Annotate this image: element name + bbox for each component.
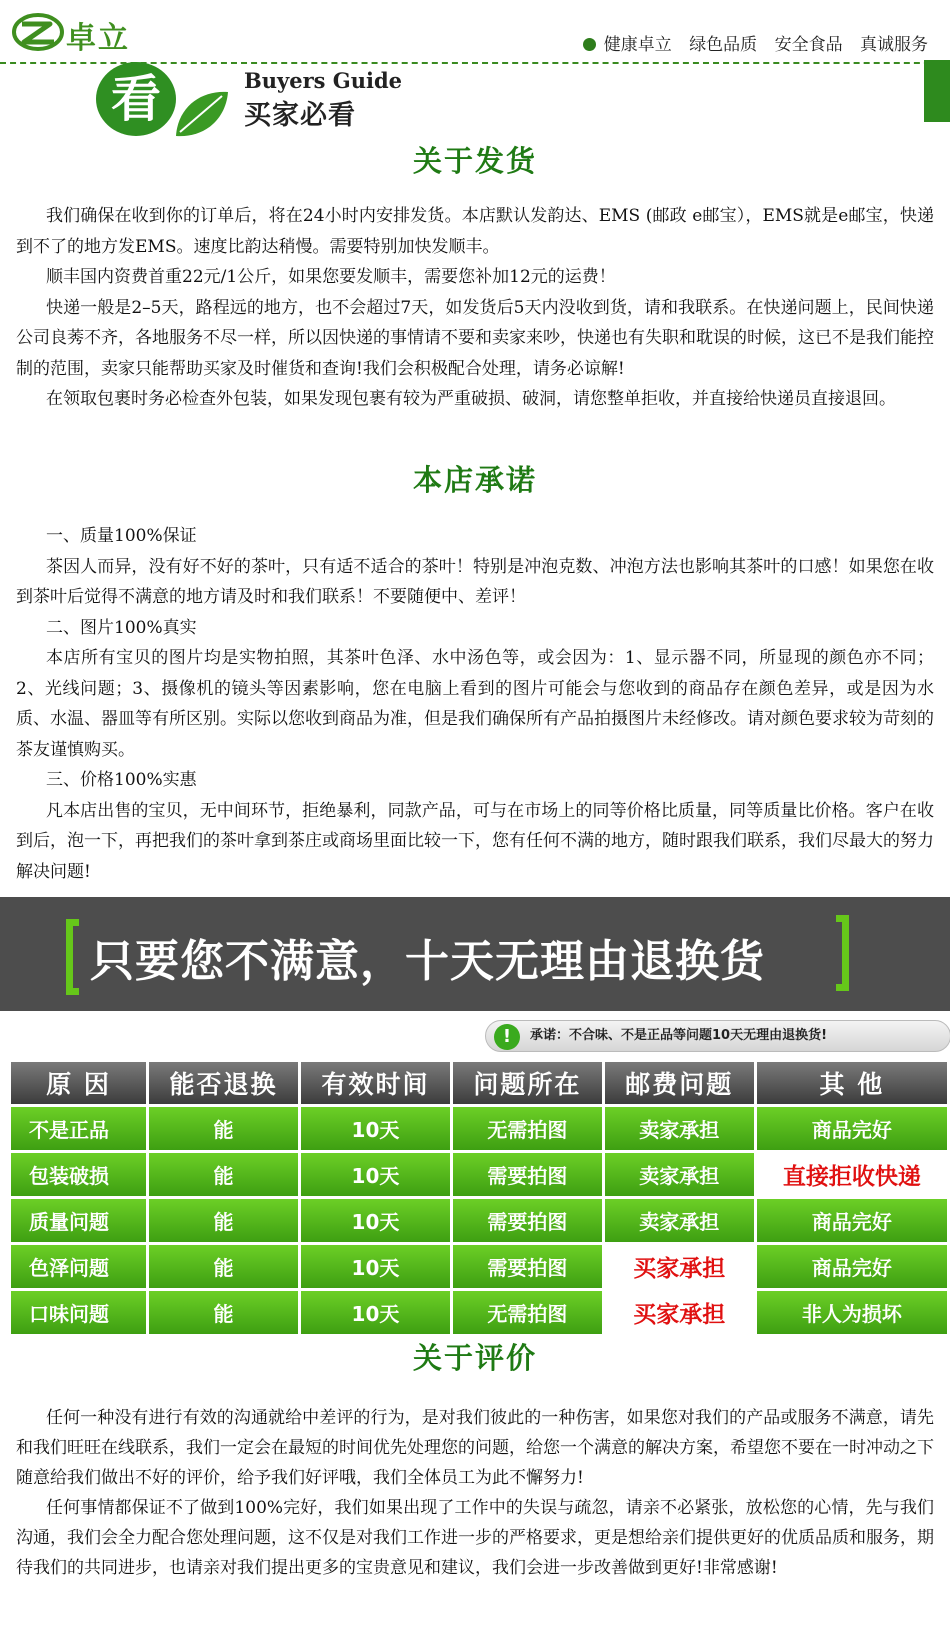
table-cell: 能: [149, 1153, 298, 1196]
banner-text: 只要您不满意，十天无理由退换货: [90, 936, 765, 987]
table-cell: 商品完好: [757, 1199, 947, 1242]
review-paragraph: 任何事情都保证不了做到100%完好，我们如果出现了工作中的失误与疏忽，请亲不必紧张，放松您的心情，先与我们沟通，我们会全力配合您处理问题，这不仅是对我们工作进一步的严格要求，更是想给亲们提供更好的优质品质和服务，期待我们的共同进步，也请亲对我们提出更多的宝贵意见和建议，我们会进一步改善做到更好!非常感谢!: [16, 1498, 934, 1578]
table-cell: 质量问题: [11, 1199, 146, 1242]
table-cell: 色泽问题: [11, 1245, 146, 1288]
table-cell: 需要拍图: [453, 1245, 602, 1288]
guide-title-cn: 买家必看: [244, 100, 356, 131]
table-cell: 能: [149, 1245, 298, 1288]
shipping-paragraph: 我们确保在收到你的订单后，将在24小时内安排发货。本店默认发韵达、EMS (邮政 e邮宝），EMS就是e邮宝，快递到不了的地方发EMS。速度比韵达稍慢。需要特别加快发顺丰。: [16, 206, 934, 257]
table-cell: 需要拍图: [453, 1153, 602, 1196]
guide-title-en: Buyers Guide: [244, 68, 403, 93]
table-header-cell: 有效时间: [301, 1062, 450, 1104]
table-row: [11, 1245, 947, 1288]
logo-text: 卓立: [66, 21, 130, 56]
table-cell: 10天: [301, 1199, 450, 1242]
bullet-dot-icon: [583, 38, 596, 51]
table-cell: 卖家承担: [605, 1199, 754, 1242]
table-cell-highlight: 买家承担: [605, 1245, 754, 1288]
table-row: [11, 1199, 947, 1242]
table-cell: 包装破损: [11, 1153, 146, 1196]
table-cell: 口味问题: [11, 1291, 146, 1334]
promise-text: [16, 521, 934, 887]
promise-body: 凡本店出售的宝贝，无中间环节，拒绝暴利，同款产品，可与在市场上的同等价格比质量，同等质量比价格。客户在收到后，泡一下，再把我们的茶叶拿到茶庄或商场里面比较一下，您有任何不满的地方，随时跟我们联系，我们尽最大的努力解决问题!: [16, 800, 934, 882]
review-text: [16, 1403, 934, 1583]
table-header-cell: 原 因: [11, 1062, 146, 1104]
banner-bracket-right: [836, 915, 849, 991]
return-policy-table: [8, 1059, 950, 1337]
banner-bracket-left: [66, 919, 79, 995]
promise-title: 本店承诺: [412, 463, 537, 497]
decorative-side-bar: [924, 60, 950, 122]
table-cell: 能: [149, 1107, 298, 1150]
review-paragraph: 任何一种没有进行有效的沟通就给中差评的行为，是对我们彼此的一种伤害，如果您对我们的产品或服务不满意，请先和我们旺旺在线联系，我们一定会在最短的时间优先处理您的问题，给您一个满意的解决方案，希望您不要在一时冲动之下随意给我们做出不好的评价，给予我们好评哦，我们全体员工为此不懈努力!: [16, 1408, 934, 1488]
table-cell: 10天: [301, 1107, 450, 1150]
table-cell: 能: [149, 1291, 298, 1334]
promise-heading: 三、价格100%实惠: [46, 770, 197, 790]
promise-pill: [485, 1020, 950, 1052]
top-header: [0, 0, 950, 66]
table-cell-highlight: 直接拒收快递: [757, 1153, 947, 1196]
table-header-cell: 问题所在: [453, 1062, 602, 1104]
shipping-paragraph: 顺丰国内资费首重22元/1公斤，如果您要发顺丰，需要您补加12元的运费！: [46, 267, 616, 287]
shipping-paragraph: 快递一般是2–5天，路程远的地方，也不会超过7天，如发货后5天内没收到货，请和我联系。在快递问题上，民间快递公司良莠不齐，各地服务不尽一样，所以因快递的事情请不要和卖家来吵，快递也有失职和耽误的时候，这已不是我们能控制的范围，卖家只能帮助买家及时催货和查询!我们会积极配合处理，请务必谅解!: [16, 297, 934, 379]
table-cell: 需要拍图: [453, 1199, 602, 1242]
table-header-cell: 能否退换: [149, 1062, 298, 1104]
table-cell: 不是正品: [11, 1107, 146, 1150]
shipping-text: [16, 201, 934, 415]
promise-pill-text: 承诺：不合味、不是正品等问题10天无理由退换货!: [530, 1028, 828, 1043]
table-cell-highlight: 买家承担: [605, 1291, 754, 1334]
exclamation-icon: !: [494, 1024, 520, 1050]
table-cell: 非人为损坏: [757, 1291, 947, 1334]
table-row: [11, 1107, 947, 1150]
table-cell: 无需拍图: [453, 1107, 602, 1150]
table-cell: 卖家承担: [605, 1153, 754, 1196]
table-cell: 能: [149, 1199, 298, 1242]
promise-heading: 二、图片100%真实: [46, 617, 197, 638]
return-banner: [0, 897, 950, 1011]
table-cell: 商品完好: [757, 1107, 947, 1150]
shipping-title: 关于发货: [412, 144, 537, 178]
table-header-row: [11, 1062, 947, 1104]
promise-body: 茶因人而异，没有好不好的茶叶，只有适不适合的茶叶！特别是冲泡克数、冲泡方法也影响其茶叶的口感！如果您在收到茶叶后觉得不满意的地方请及时和我们联系！不要随便中、差评！: [16, 556, 934, 607]
tagline-item: 绿色品质: [689, 35, 758, 55]
shipping-paragraph: 在领取包裹时务必检查外包装，如果发现包裹有较为严重破损、破洞，请您整单拒收，并直接给快递员直接退回。: [46, 389, 896, 409]
tagline-item: 真诚服务: [860, 35, 928, 55]
table-cell: 10天: [301, 1245, 450, 1288]
table-row: [11, 1153, 947, 1196]
table-header-cell: 邮费问题: [605, 1062, 754, 1104]
review-title: 关于评价: [412, 1341, 537, 1375]
tagline-item: 安全食品: [774, 35, 843, 55]
table-cell: 卖家承担: [605, 1107, 754, 1150]
table-cell: 商品完好: [757, 1245, 947, 1288]
logo-leaf-icon: [10, 10, 66, 54]
guide-badge: 看: [96, 62, 176, 136]
promise-body: 本店所有宝贝的图片均是实物拍照，其茶叶色泽、水中汤色等，或会因为：1、显示器不同，所显现的颜色亦不同；2、光线问题；3、摄像机的镜头等因素影响，您在电脑上看到的图片可能会与您收到的商品存在颜色差异，或是因为水质、水温、器皿等有所区别。实际以您收到商品为准，但是我们确保所有产品拍摄图片未经修改。请对颜色要求较为苛刻的茶友谨慎购买。: [16, 648, 934, 760]
tagline: [583, 30, 928, 55]
tea-leaf-icon: [172, 86, 232, 142]
table-cell: 无需拍图: [453, 1291, 602, 1334]
table-cell: 10天: [301, 1153, 450, 1196]
promise-heading: 一、质量100%保证: [46, 526, 197, 546]
table-cell: 10天: [301, 1291, 450, 1334]
table-row: [11, 1291, 947, 1334]
tagline-item: 健康卓立: [603, 35, 672, 55]
table-header-cell: 其 他: [757, 1062, 947, 1104]
